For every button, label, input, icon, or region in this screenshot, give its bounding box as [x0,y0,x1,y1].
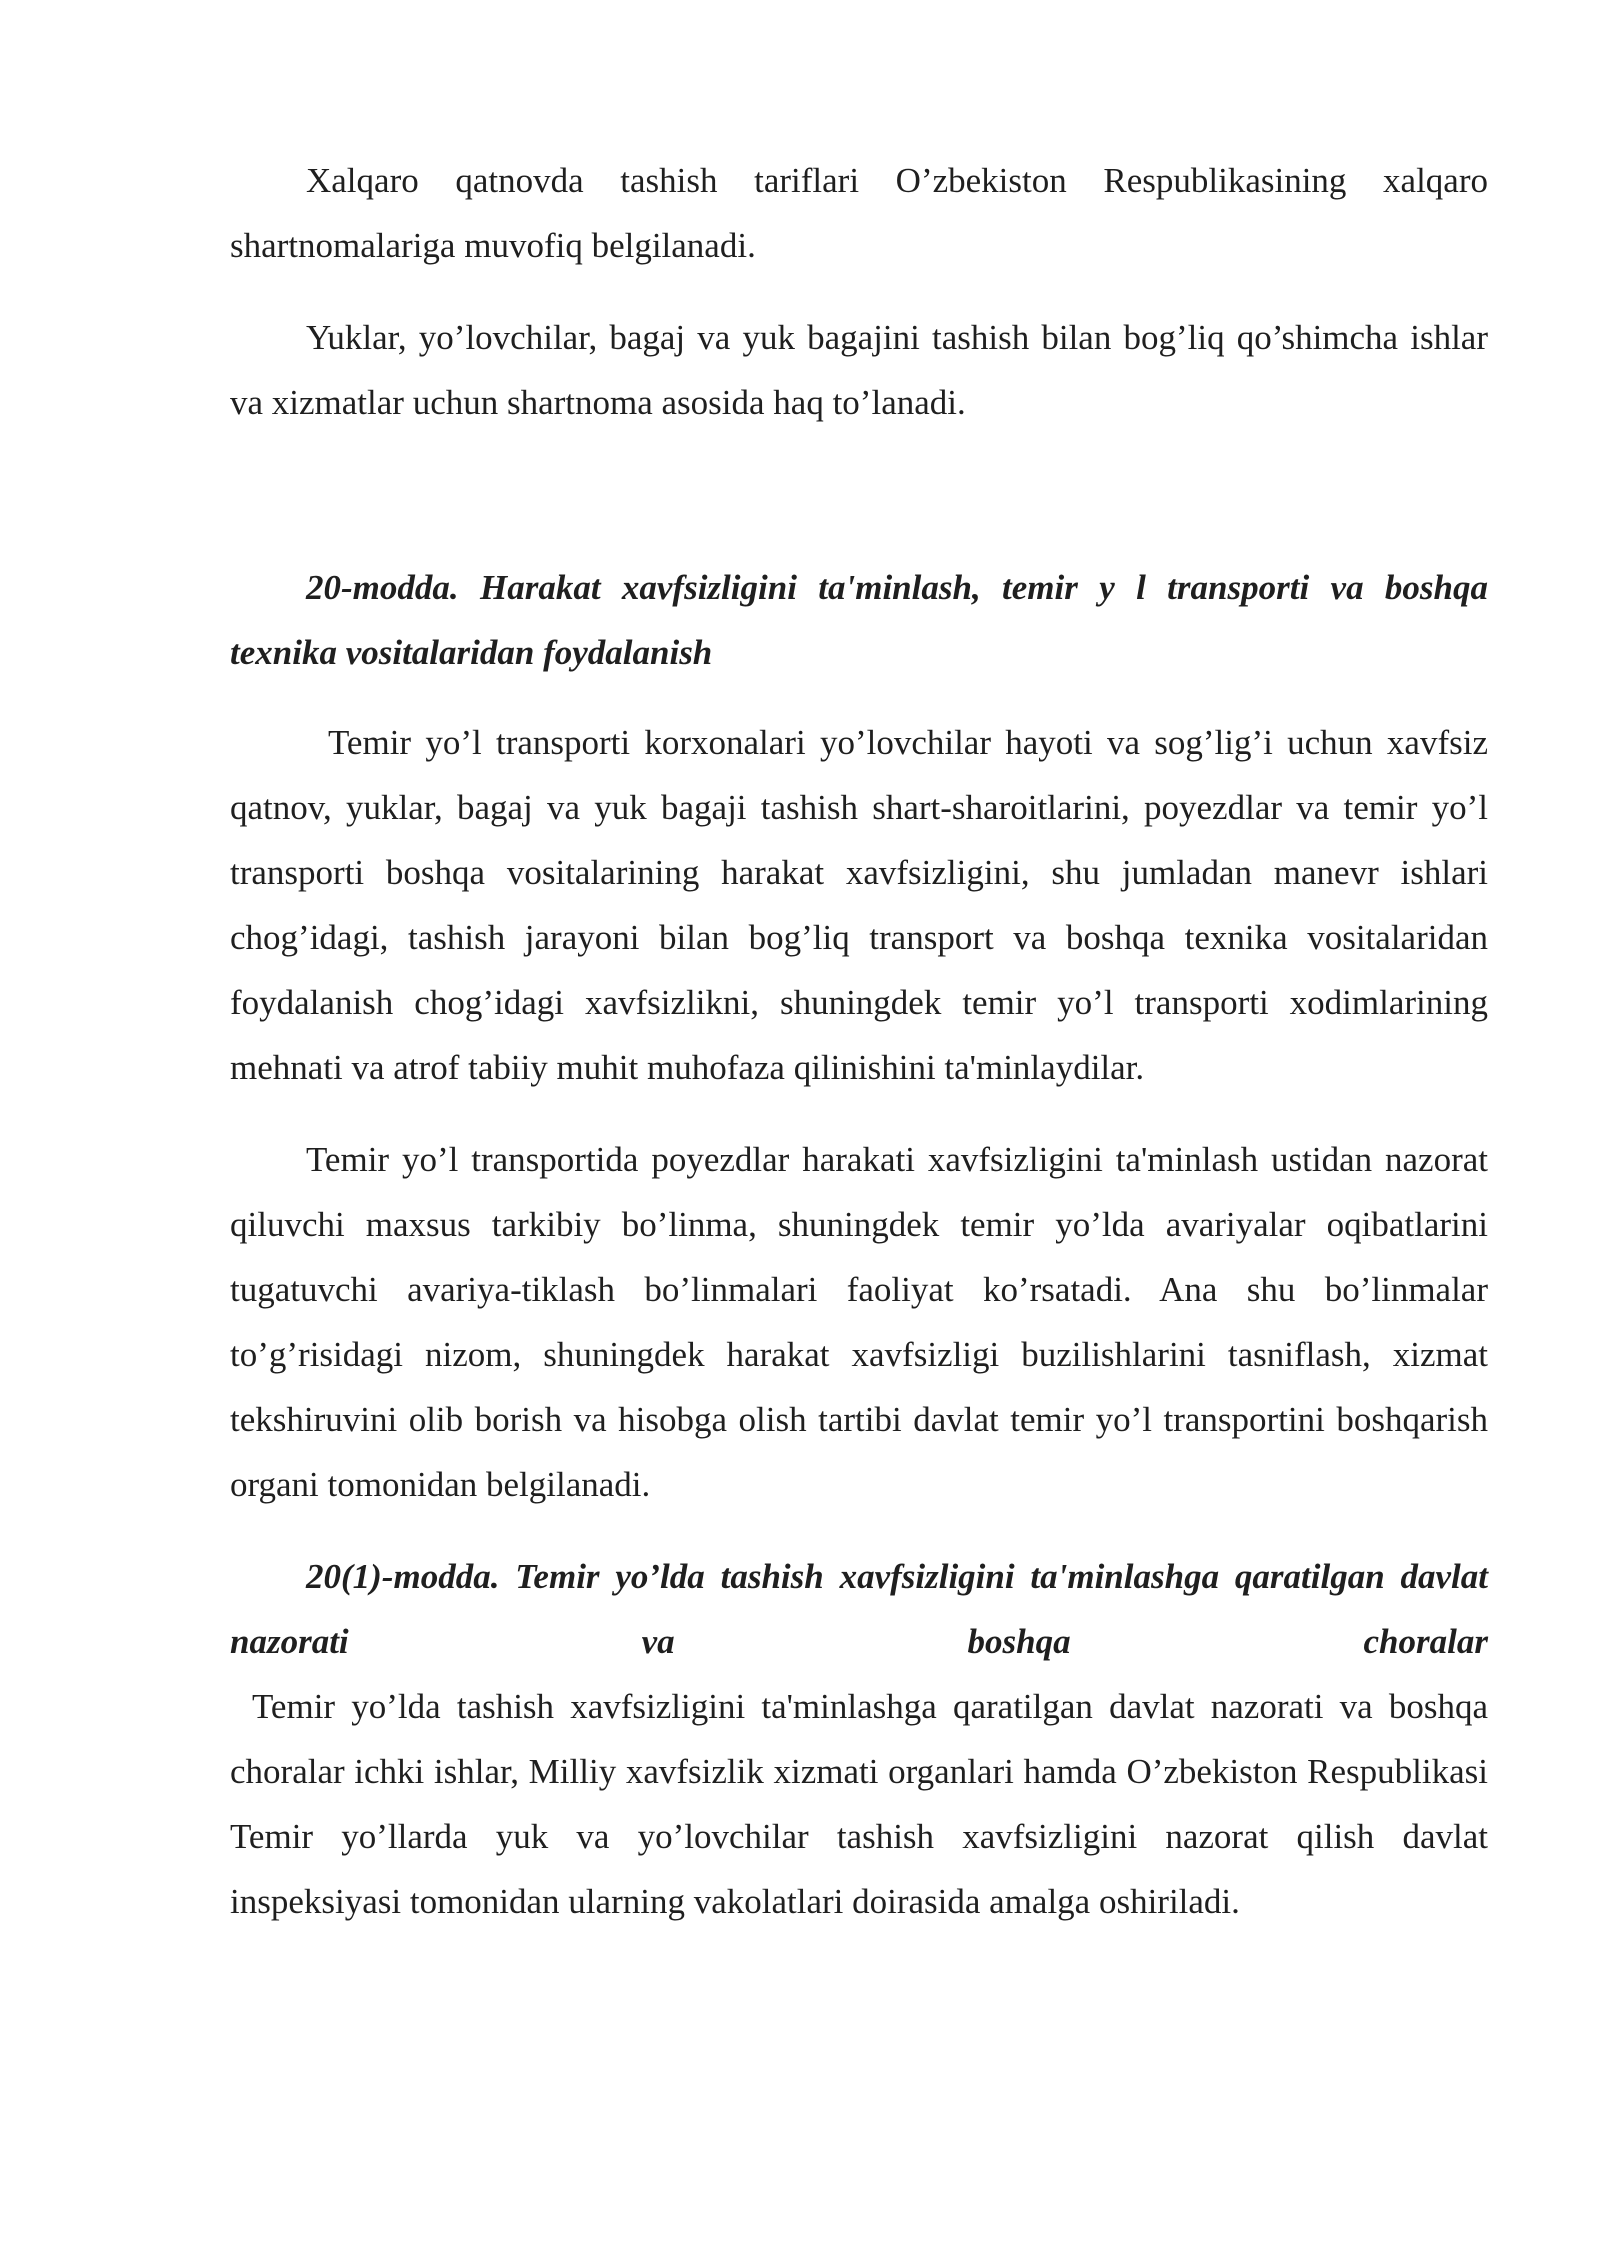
section-spacer [230,462,1488,555]
article-20-1-paragraph: Temir yo’lda tashish xavfsizligini ta'minlashga qaratilgan davlat nazorati va boshqa choralar ichki ishlar, Milliy xavfsizlik xizmati organlari hamda O’zbekiston Respublikasi Temir yo’llarda yuk va yo’lovchilar tashish xavfsizligini nazorat qilish davlat inspeksiyasi tomonidan ularning vakolatlari doirasida amalga oshiriladi. [230,1687,1488,1921]
paragraph-additional-services: Yuklar, yo’lovchilar, bagaj va yuk bagajini tashish bilan bog’liq qo’shimcha ishlar va xizmatlar uchun shartnoma asosida haq to’lanadi. [230,318,1488,422]
article-20-1-heading: 20(1)-modda. Temir yo’lda tashish xavfsizligini ta'minlashga qaratilgan davlat nazorati va boshqa choralar [230,1557,1488,1661]
article-20-paragraph-safety: Temir yo’l transporti korxonalari yo’lovchilar hayoti va sog’lig’i uchun xavfsiz qatnov, yuklar, bagaj va yuk bagaji tashish shart-sharoitlarini, poyezdlar va temir yo’l transporti boshqa vositalarining harakat xavfsizligini, shu jumladan manevr ishlari chog’idagi, tashish jarayoni bilan bog’liq transport va boshqa texnika vositalaridan foydalanish chog’idagi xavfsizlikni, shuningdek temir yo’l transporti xodimlarining mehnati va atrof tabiiy muhit muhofaza qilinishini ta'minlaydilar. [230,723,1488,1087]
article-20-paragraph-control-unit: Temir yo’l transportida poyezdlar harakati xavfsizligini ta'minlash ustidan nazorat qiluvchi maxsus tarkibiy bo’linma, shuningdek temir yo’lda avariyalar oqibatlarini tugatuvchi avariya-tiklash bo’linmalari faoliyat ko’rsatadi. Ana shu bo’linmalar to’g’risidagi nizom, shuningdek harakat xavfsizligi buzilishlarini tasniflash, xizmat tekshiruvini olib borish va hisobga olish tartibi davlat temir yo’l transportini boshqarish organi tomonidan belgilanadi. [230,1140,1488,1504]
document-page [230,148,1488,1961]
paragraph-international-tariffs: Xalqaro qatnovda tashish tariflari O’zbekiston Respublikasining xalqaro shartnomalariga muvofiq belgilanadi. [230,161,1488,265]
article-20-heading: 20-modda. Harakat xavfsizligini ta'minlash, temir y l transporti va boshqa texnika vositalaridan foydalanish [230,568,1488,672]
